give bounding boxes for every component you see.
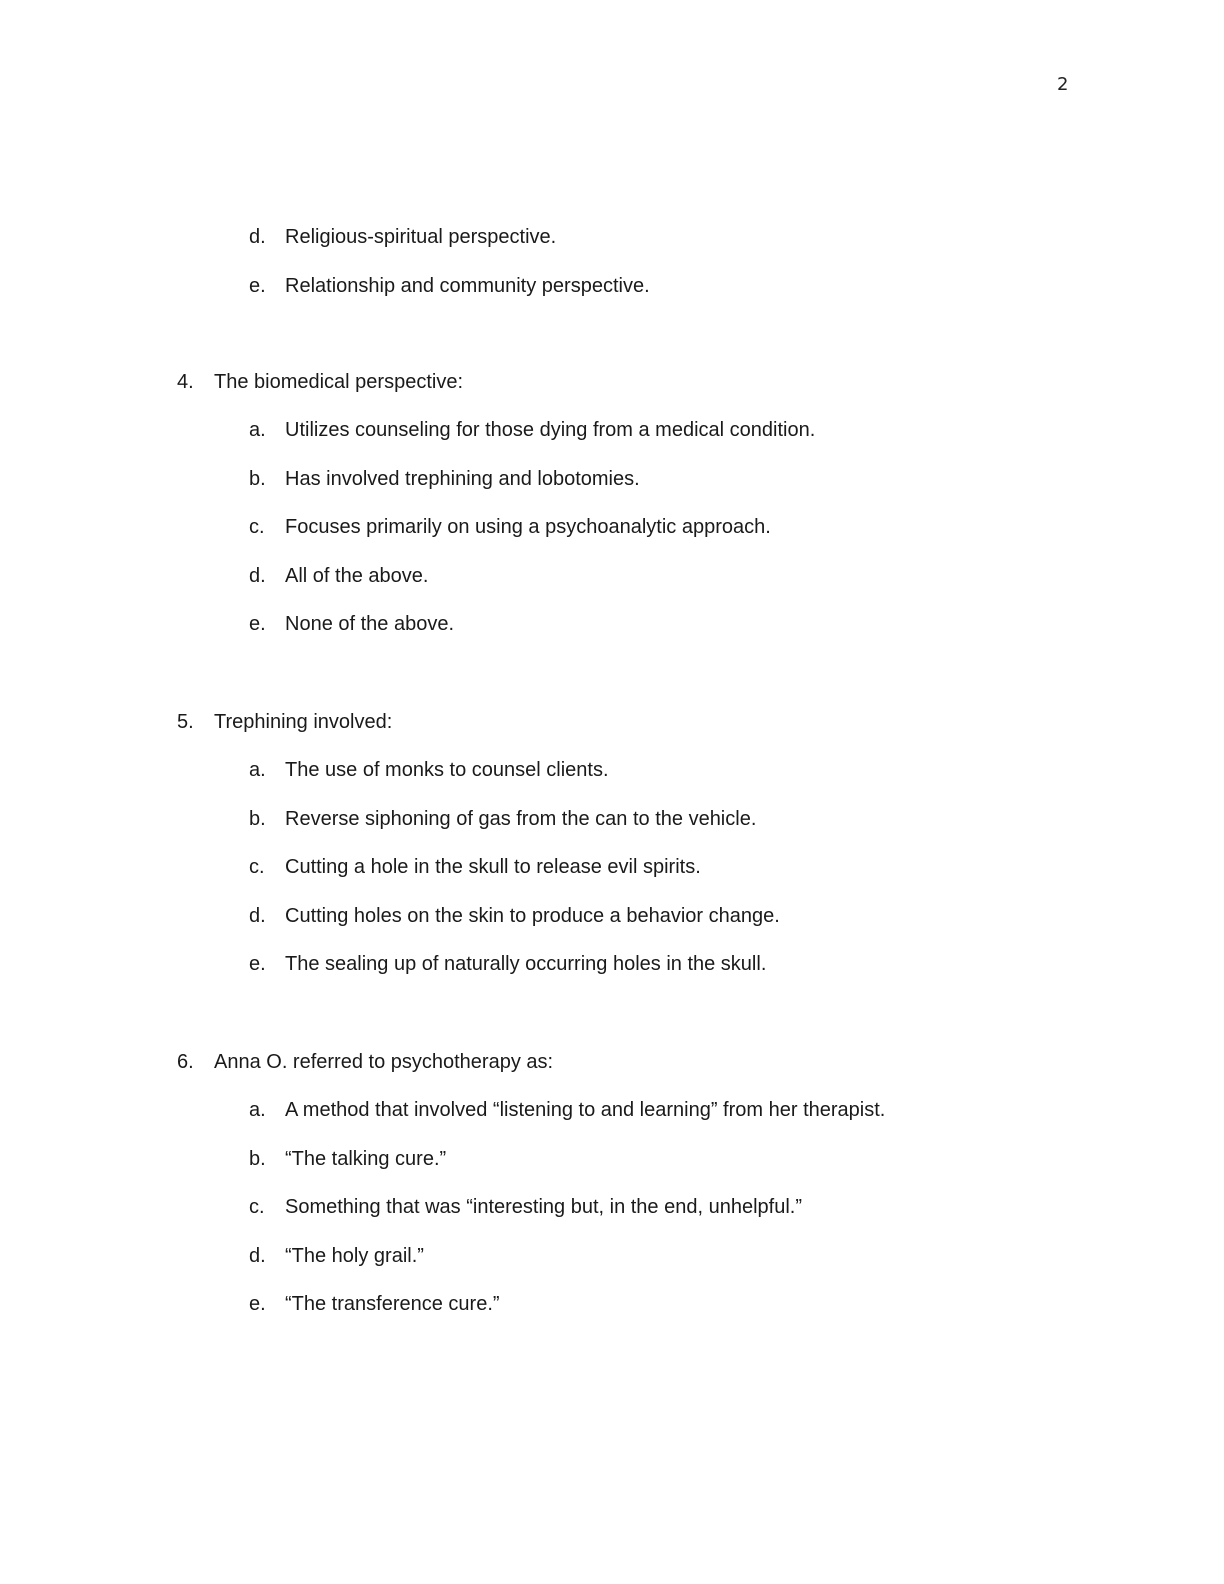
option-text: “The talking cure.” <box>285 1147 447 1170</box>
option-text: Has involved trephining and lobotomies. <box>285 467 640 490</box>
page-number: 2 <box>1057 74 1069 95</box>
option-letter: c. <box>249 516 265 538</box>
option-letter: a. <box>249 759 266 781</box>
question-4 <box>0 370 1224 661</box>
option-text: Cutting a hole in the skull to release evil spirits. <box>285 856 701 878</box>
option-text: “The transference cure.” <box>285 1293 500 1315</box>
question-number: 5. <box>177 711 194 733</box>
question-6 <box>0 1050 1224 1341</box>
option-text: None of the above. <box>285 613 455 635</box>
option-text: “The holy grail.” <box>285 1244 424 1267</box>
question-prompt <box>0 370 1224 418</box>
option-letter: c. <box>249 1196 265 1218</box>
option-item <box>0 1244 1224 1293</box>
option-letter: a. <box>249 419 266 441</box>
option-letter: a. <box>249 1099 266 1121</box>
question-text: Anna O. referred to psychotherapy as: <box>214 1051 554 1073</box>
option-text: Focuses primarily on using a psychoanalytic approach. <box>285 516 771 538</box>
option-text: Relationship and community perspective. <box>285 274 650 297</box>
option-text: A method that involved “listening to and learning” from her therapist. <box>285 1099 886 1121</box>
option-text: Religious-spiritual perspective. <box>285 226 557 248</box>
option-text: Reverse siphoning of gas from the can to the vehicle. <box>285 807 757 830</box>
question-prompt <box>0 710 1224 758</box>
option-item <box>0 1292 1224 1341</box>
option-letter: c. <box>249 856 265 878</box>
question-text: The biomedical perspective: <box>214 371 464 393</box>
option-letter: e. <box>249 613 266 635</box>
option-text: All of the above. <box>285 564 429 587</box>
option-text: Utilizes counseling for those dying from a medical condition. <box>285 419 816 441</box>
option-letter: b. <box>249 1147 266 1170</box>
question-number: 4. <box>177 371 194 393</box>
option-letter: b. <box>249 807 266 830</box>
option-letter: e. <box>249 1293 266 1315</box>
question-5 <box>0 710 1224 1001</box>
option-item <box>0 952 1224 1001</box>
question-text: Trephining involved: <box>214 711 393 733</box>
option-item <box>0 225 1224 274</box>
option-item <box>0 612 1224 661</box>
option-text: Something that was “interesting but, in the end, unhelpful.” <box>285 1196 802 1218</box>
option-item <box>0 1195 1224 1244</box>
question-number: 6. <box>177 1051 194 1073</box>
option-item <box>0 418 1224 467</box>
option-text: The use of monks to counsel clients. <box>285 759 609 781</box>
option-text: Cutting holes on the skin to produce a behavior change. <box>285 904 780 927</box>
question-prompt <box>0 1050 1224 1098</box>
option-letter: e. <box>249 274 266 297</box>
option-letter: d. <box>249 564 266 587</box>
option-item <box>0 904 1224 953</box>
option-item <box>0 807 1224 856</box>
option-letter: d. <box>249 904 266 927</box>
option-item <box>0 564 1224 613</box>
option-letter: b. <box>249 467 266 490</box>
option-item <box>0 274 1224 323</box>
option-item <box>0 1147 1224 1196</box>
option-item <box>0 758 1224 807</box>
option-letter: d. <box>249 1244 266 1267</box>
option-item <box>0 855 1224 904</box>
option-text: The sealing up of naturally occurring holes in the skull. <box>285 953 767 975</box>
option-letter: d. <box>249 226 266 248</box>
option-item <box>0 1098 1224 1147</box>
option-letter: e. <box>249 953 266 975</box>
continued-options <box>0 225 1224 322</box>
option-item <box>0 515 1224 564</box>
option-item <box>0 467 1224 516</box>
